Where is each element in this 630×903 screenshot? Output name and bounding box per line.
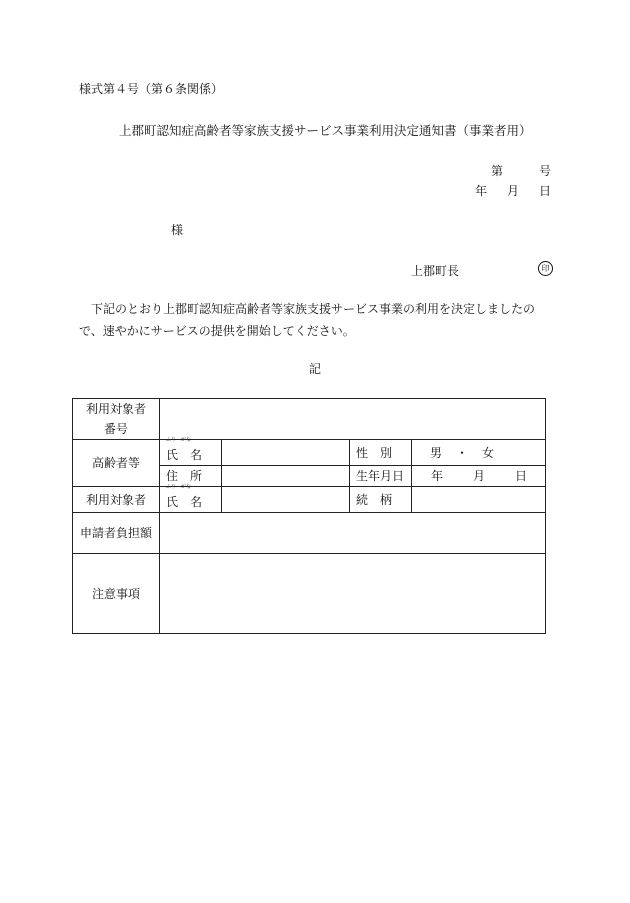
decision-form-table xyxy=(72,398,546,634)
table-row-burden xyxy=(73,513,546,554)
user-number-value[interactable] xyxy=(160,399,546,440)
elderly-name-value[interactable] xyxy=(222,440,350,466)
body-paragraph: 下記のとおり上郡町認知症高齢者等家族支援サービス事業の利用を決定しましたので、速やかにサービスの提供を開始してください。 xyxy=(79,302,536,338)
sex-separator: ・ xyxy=(456,445,469,460)
number-go: 号 xyxy=(538,164,551,178)
notes-label: 注意事項 xyxy=(73,554,160,634)
date-year: 年 xyxy=(474,184,487,198)
elderly-name-label: ふり がな 氏 名 xyxy=(160,440,222,466)
address-label: 住 所 xyxy=(160,466,222,487)
sex-options xyxy=(412,440,546,466)
addressee-suffix: 様 xyxy=(171,223,184,237)
number-dai: 第 xyxy=(490,164,503,178)
birth-year: 年 xyxy=(430,469,443,483)
relation-label: 続 柄 xyxy=(350,487,412,513)
issue-date-line xyxy=(475,182,551,199)
furigana-label: ふり がな xyxy=(166,484,192,490)
date-day: 日 xyxy=(538,184,551,198)
document-number-line xyxy=(491,162,551,179)
date-month: 月 xyxy=(506,184,519,198)
birth-month: 月 xyxy=(472,469,485,483)
form-number: 様式第４号（第６条関係） xyxy=(79,82,224,96)
elderly-label: 高齢者等 xyxy=(73,440,160,487)
birth-day: 日 xyxy=(514,469,527,483)
sex-male[interactable]: 男 xyxy=(430,445,443,460)
sex-label: 性 別 xyxy=(350,440,412,466)
user-name-value[interactable] xyxy=(222,487,350,513)
table-row-user-number xyxy=(73,399,546,440)
burden-label: 申請者負担額 xyxy=(73,513,160,554)
furigana-label: ふり がな xyxy=(166,437,192,443)
ki-heading: 記 xyxy=(309,362,322,376)
seal-mark-icon: 印 xyxy=(538,261,553,276)
user-name-label: ふり がな 氏 名 xyxy=(160,487,222,513)
table-row-elderly-name xyxy=(73,440,546,466)
user-number-label: 利用対象者 番号 xyxy=(73,399,160,440)
sex-female[interactable]: 女 xyxy=(482,445,495,460)
document-title: 上郡町認知症高齢者等家族支援サービス事業利用決定通知書（事業者用） xyxy=(119,123,532,138)
address-value[interactable] xyxy=(222,466,350,487)
relation-value[interactable] xyxy=(412,487,546,513)
table-row-user-name xyxy=(73,487,546,513)
issuer-name: 上郡町長 xyxy=(411,264,460,278)
birth-date-value[interactable] xyxy=(412,466,546,487)
notes-value[interactable] xyxy=(160,554,546,634)
burden-value[interactable] xyxy=(160,513,546,554)
birth-date-label: 生年月日 xyxy=(350,466,412,487)
table-row-notes xyxy=(73,554,546,634)
user-label: 利用対象者 xyxy=(73,487,160,513)
